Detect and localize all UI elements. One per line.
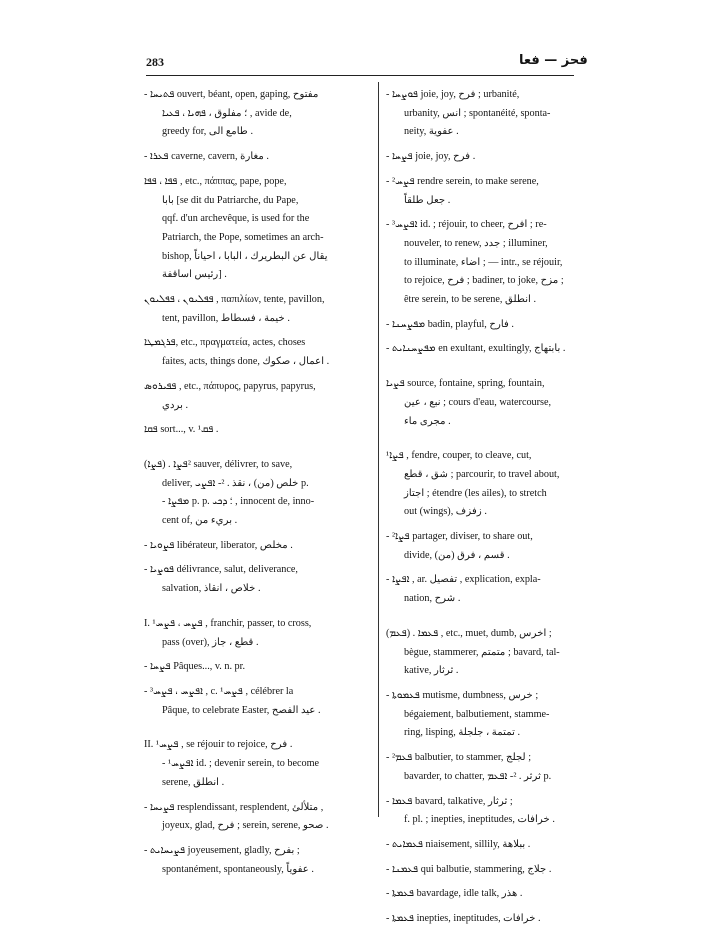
entry-line: Patriarch, the Pope, sometimes an arch- <box>162 231 324 243</box>
dictionary-entry <box>386 749 581 786</box>
entry-line: ܦܦܐ ، ܦܦܐ , etc., πάππας, pape, pope, <box>144 175 287 187</box>
running-head: فحز — فعا <box>519 53 588 68</box>
entry-line: spontanément, spontaneously, عفوياً . <box>162 863 314 875</box>
entry-line: - ܦܨܘܝܐ libérateur, liberator, مخلص . <box>144 539 293 551</box>
dictionary-entry <box>144 658 366 677</box>
entry-line: - ¹ܐܦܨܚ id. ; devenir serein, to become <box>162 758 320 770</box>
entry-line: - ܦܨܚܐ Pâques..., v. n. pr. <box>144 661 246 673</box>
entry-line: - ܡܦܨܐ p. p. ؛ ܕܟܝ , innocent de, inno- <box>162 496 315 508</box>
entry-line: جعل طلقاً . <box>404 194 451 206</box>
page-number: 283 <box>146 55 164 69</box>
entry-line: out (wings), زفزف . <box>404 506 487 518</box>
entry-line: مجرى ماء . <box>404 415 451 427</box>
entry-line: divide, قسم ، فرق (من) . <box>404 549 510 561</box>
dictionary-entry <box>144 173 366 285</box>
entry-line: neity, عفوية . <box>404 126 459 138</box>
column-divider <box>378 82 379 817</box>
dictionary-entry <box>144 456 366 531</box>
dictionary-entry <box>144 334 366 371</box>
entry-line: (ܦܥܡ) . ܦܥܡܐ , etc., muet, dumb, اخرس ; <box>386 627 552 639</box>
entry-line: - ܦܘܨܚܐ joie, joy, فرح ; urbanité, <box>386 89 520 100</box>
entry-line: nation, شرح . <box>404 593 461 605</box>
entry-line: - ³ܐܦܨܚ id. ; réjouir, to cheer, افرح ; re- <box>386 219 547 231</box>
entry-line: to illuminate, اضاء ; — intr., se réjouir, <box>404 256 563 268</box>
entry-line: salvation, خلاص ، انقاذ . <box>162 583 261 595</box>
dictionary-entry <box>144 291 366 328</box>
entry-line: cent of, بريء من . <box>162 515 238 527</box>
entry-line: ܦܦܝܪܘܣ , etc., πάπυρος, papyrus, papyrus, <box>144 380 316 392</box>
entry-line: ؛ مفلوق ، ܦܗܝܐ ، ܦܥܝܐ , avide de, <box>162 107 292 119</box>
dictionary-entry <box>144 799 366 836</box>
dictionary-entry <box>386 910 581 929</box>
entry-line: - ܡܦܨܚܢܐ badin, playful, فارح . <box>386 318 514 330</box>
entry-line: - ܐܦܨܐ , ar. تفصيل , explication, expla- <box>386 574 541 586</box>
dictionary-entry <box>386 571 581 608</box>
entry-line: - ܦܨܚܐ joie, joy, فرح . <box>386 151 476 163</box>
entry-line: - ²ܦܨܚ rendre serein, to make serene, <box>386 175 539 187</box>
entry-line: Pâque, to celebrate Easter, عيد الفصح . <box>162 704 321 716</box>
entry-line: pass (over), قطع ، جاز . <box>162 636 259 648</box>
entry-line: (ܦܨܐ) . ²ܦܨܐ sauver, délivrer, to save, <box>144 458 293 470</box>
dictionary-entry <box>386 861 581 880</box>
entry-line: - ³ܐܦܨܚ ، ܦܨܚ , c. ¹ܦܨܚ , célébrer la <box>144 685 294 697</box>
entry-line: - ܦܥܡܬܐ bavardage, idle talk, هذر . <box>386 888 523 900</box>
dictionary-entry <box>386 173 581 210</box>
entry-line: qqf. d'un archevêque, is used for the <box>162 213 310 225</box>
entry-line: ܦܩܐ sort..., v. ¹ܦܩ . <box>144 424 219 436</box>
dictionary-entry <box>386 86 581 142</box>
entry-line: II. ¹ܦܨܚ , se réjouir to rejoice, فرح . <box>144 739 293 751</box>
entry-line: bégaiement, balbutiement, stamme- <box>404 708 550 720</box>
dictionary-entry <box>386 687 581 743</box>
entry-line: deliver, خلص (من) ، نقذ . ²- ܐܦܨܝ p. <box>162 477 309 489</box>
entry-line: نبع ، عين ; cours d'eau, watercourse, <box>404 396 552 408</box>
entry-line: tent, pavillon, خيمة ، فسطاط . <box>162 312 290 324</box>
entry-line: joyeux, glad, فرح ; serein, serene, صحو . <box>162 820 329 832</box>
left-column <box>144 86 366 879</box>
dictionary-entry <box>144 86 366 142</box>
entry-line: bègue, stammerer, متمتم ; bavard, tal- <box>404 646 560 658</box>
entry-line: - ܦܥܪܐ caverne, cavern, مغارة . <box>144 151 269 163</box>
entry-line: - ܦܬܝܚܐ ouvert, béant, open, gaping, مفتوح <box>144 89 319 100</box>
entry-line: to rejoice, فرح ; badiner, to joke, مزح ; <box>404 275 564 287</box>
dictionary-entry <box>144 842 366 879</box>
header-rule <box>146 75 574 76</box>
dictionary-entry <box>386 793 581 830</box>
entry-line: bavarder, to chatter, ثرثر . ²- ܐܦܥܡ p. <box>404 770 552 782</box>
entry-line: ܦܦܠܝܘܢ ، ܦܦܠܝܘܢ , παπιλίων, tente, pavillon, <box>144 294 325 306</box>
dictionary-entry <box>386 316 581 335</box>
entry-line: f. pl. ; inepties, ineptitudes, خرافات . <box>404 814 555 826</box>
dictionary-entry <box>386 836 581 855</box>
dictionary-entry <box>386 340 581 359</box>
entry-line: - ܦܥܡܘܬܐ mutisme, dumbness, خرس ; <box>386 689 539 701</box>
entry-line: urbanity, انس ; spontanéité, sponta- <box>404 107 551 119</box>
entry-line: - ܦܥܡܐ bavard, talkative, ثرثار ; <box>386 795 513 807</box>
entry-line: - ܦܨܝܚܐܝܬ joyeusement, gladly, بفرح ; <box>144 844 300 856</box>
entry-line: بابا [se dit du Patriarche, du Pape, <box>162 194 299 206</box>
dictionary-entry <box>144 736 366 792</box>
entry-line: nouveler, to renew, جدد ; illuminer, <box>404 237 548 249</box>
dictionary-entry <box>386 447 581 522</box>
entry-line: اجتاز ; étendre (les ailes), to stretch <box>404 487 547 499</box>
entry-line: faites, acts, things done, اعمال ، صكوك . <box>162 356 330 368</box>
entry-line: - ²ܦܥܡ balbutier, to stammer, لجلج ; <box>386 752 532 764</box>
entry-line: - ܦܘܨܝܐ délivrance, salut, deliverance, <box>144 564 298 576</box>
entry-line: ¹ܦܨܐ , fendre, couper, to cleave, cut, <box>386 450 532 462</box>
dictionary-entry <box>386 148 581 167</box>
entry-line: - ²ܦܨܐ partager, diviser, to share out, <box>386 531 533 543</box>
entry-line: بردي . <box>162 399 189 411</box>
dictionary-entry <box>386 375 581 431</box>
entry-line: - ܦܥܡܢܐ qui balbutie, stammering, جلاج . <box>386 863 552 875</box>
entry-line: greedy for, طامع الى . <box>162 126 254 138</box>
entry-line: شق ، قطع ; parcourir, to travel about, <box>404 468 560 480</box>
entry-line: ܦܨܝܐ source, fontaine, spring, fountain, <box>386 378 545 390</box>
entry-line: ring, lisping, تمتمة ، جلجلة . <box>404 727 521 739</box>
dictionary-entry <box>386 528 581 565</box>
entry-line: - ܦܨܝܚܐ resplendissant, resplendent, متلألئ , <box>144 801 324 813</box>
dictionary-entry <box>144 683 366 720</box>
entry-line: ܦܪܓܡܛܐ, etc., πραγματεία, actes, choses <box>144 337 306 349</box>
dictionary-entry <box>144 421 366 440</box>
entry-line: I. ¹ܦܨܚ ، ܦܨܚ , franchir, passer, to cross, <box>144 617 312 629</box>
dictionary-entry <box>144 148 366 167</box>
entry-line: - ܦܥܡܬܐ inepties, ineptitudes, خرافات . <box>386 913 541 925</box>
entry-line: bishop, يقال عن البطريرك ، البابا ، احياناً <box>162 250 328 262</box>
right-column <box>386 86 581 929</box>
dictionary-entry <box>386 216 581 310</box>
entry-line: رئيس اساقفة] . <box>162 269 227 281</box>
dictionary-entry <box>386 885 581 904</box>
entry-line: serene, انطلق . <box>162 776 225 788</box>
entry-line: kative, ثرثار . <box>404 665 459 677</box>
entry-line: - ܡܦܨܚܢܐܝܬ en exultant, exultingly, بابتهاج . <box>386 343 566 355</box>
dictionary-entry <box>386 625 581 681</box>
entry-line: - ܦܥܡܐܝܬ niaisement, sillily, ببلاهة . <box>386 838 531 850</box>
dictionary-entry <box>144 378 366 415</box>
dictionary-entry <box>144 561 366 598</box>
dictionary-entry <box>144 615 366 652</box>
entry-line: être serein, to be serene, انطلق . <box>404 294 536 306</box>
dictionary-entry <box>144 537 366 556</box>
